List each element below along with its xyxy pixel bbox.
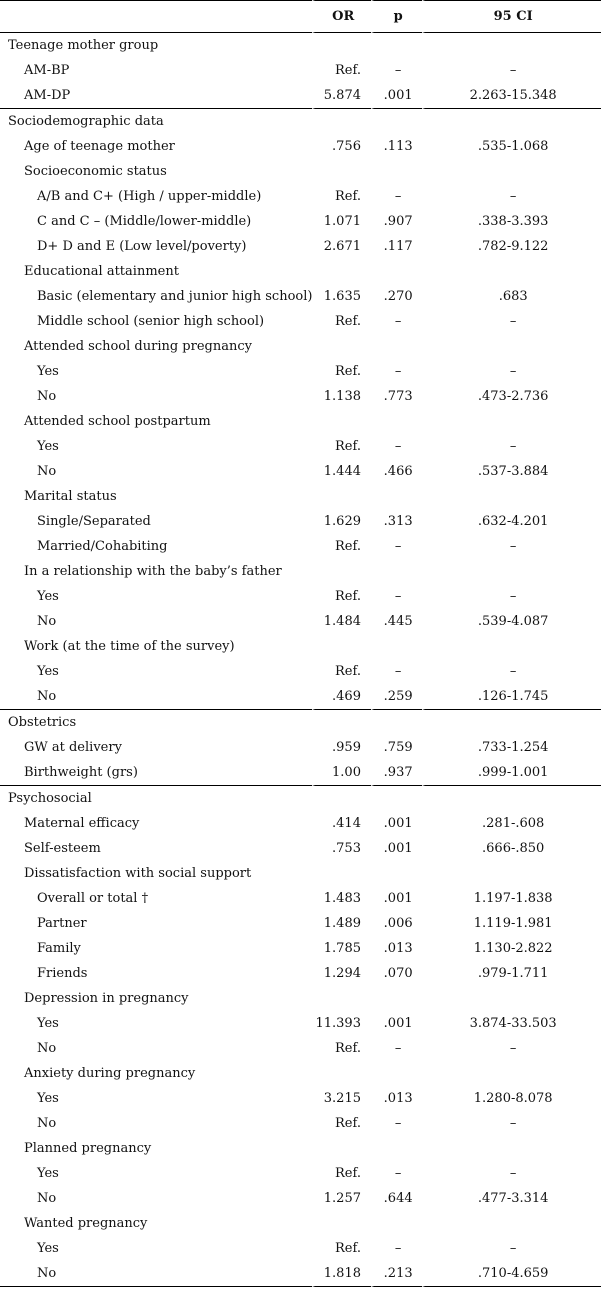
odds-ratio: 1.294 xyxy=(312,961,371,986)
confidence-interval: .733-1.254 xyxy=(422,735,601,760)
odds-ratio: 5.874 xyxy=(312,83,371,109)
row-label: Yes xyxy=(37,439,59,454)
odds-ratio: 1.00 xyxy=(312,760,371,786)
confidence-interval xyxy=(422,159,601,184)
odds-ratio: 1.483 xyxy=(312,886,371,911)
confidence-interval: 2.263-15.348 xyxy=(422,83,601,109)
confidence-interval: .338-3.393 xyxy=(422,209,601,234)
row-label: Yes xyxy=(37,664,59,679)
p-value xyxy=(371,159,422,184)
confidence-interval: – xyxy=(422,309,601,334)
section-header-row xyxy=(0,109,601,134)
odds-ratio xyxy=(312,484,371,509)
table-row xyxy=(0,1161,601,1186)
p-value: – xyxy=(371,1236,422,1261)
confidence-interval: 1.130-2.822 xyxy=(422,936,601,961)
odds-ratio xyxy=(312,259,371,284)
table-row xyxy=(0,234,601,259)
table-row xyxy=(0,359,601,384)
row-label: Yes xyxy=(37,589,59,604)
odds-ratio xyxy=(312,559,371,584)
section-header-row xyxy=(0,786,601,811)
confidence-interval xyxy=(422,1136,601,1161)
p-value: .773 xyxy=(371,384,422,409)
row-label: No xyxy=(37,389,57,404)
p-value: .907 xyxy=(371,209,422,234)
confidence-interval xyxy=(422,484,601,509)
odds-ratio xyxy=(312,1061,371,1086)
confidence-interval xyxy=(422,634,601,659)
table-row xyxy=(0,735,601,760)
row-label: Overall or total † xyxy=(37,891,149,906)
confidence-interval xyxy=(422,109,601,134)
confidence-interval xyxy=(422,786,601,811)
odds-ratio: Ref. xyxy=(312,58,371,83)
odds-ratio: Ref. xyxy=(312,584,371,609)
table-row xyxy=(0,1061,601,1086)
p-value xyxy=(371,1061,422,1086)
odds-ratio xyxy=(312,986,371,1011)
row-label: Work (at the time of the survey) xyxy=(24,639,235,654)
table-row xyxy=(0,659,601,684)
row-label: AM-BP xyxy=(24,63,70,78)
p-value: – xyxy=(371,1111,422,1136)
p-value: .466 xyxy=(371,459,422,484)
odds-ratio: Ref. xyxy=(312,359,371,384)
table-row xyxy=(0,184,601,209)
row-label: A/B and C+ (High / upper-middle) xyxy=(37,189,262,204)
row-label: Wanted pregnancy xyxy=(24,1216,148,1231)
row-label: Socioeconomic status xyxy=(24,164,167,179)
table-row xyxy=(0,634,601,659)
p-value xyxy=(371,710,422,735)
row-label: AM-DP xyxy=(0,83,312,109)
p-value xyxy=(371,786,422,811)
row-label: Married/Cohabiting xyxy=(37,539,168,554)
p-value: .313 xyxy=(371,509,422,534)
table-row xyxy=(0,1186,601,1211)
row-label: Yes xyxy=(37,1016,59,1031)
row-label: No xyxy=(37,1191,57,1206)
p-value xyxy=(371,33,422,58)
odds-ratio xyxy=(312,1136,371,1161)
odds-ratio xyxy=(312,861,371,886)
confidence-interval xyxy=(422,559,601,584)
p-value: .270 xyxy=(371,284,422,309)
table-row xyxy=(0,559,601,584)
row-label: Birthweight (grs) xyxy=(0,760,312,786)
row-label: Planned pregnancy xyxy=(24,1141,152,1156)
confidence-interval: .666-.850 xyxy=(422,836,601,861)
table-row xyxy=(0,684,601,710)
odds-ratio: .756 xyxy=(312,134,371,159)
table-row xyxy=(0,534,601,559)
table-row xyxy=(0,459,601,484)
p-value: – xyxy=(371,659,422,684)
row-label: Dissatisfaction with social support xyxy=(24,866,252,881)
p-value: .001 xyxy=(371,836,422,861)
row-label: Age of teenage mother xyxy=(24,139,175,154)
confidence-interval xyxy=(422,1061,601,1086)
section-header-row xyxy=(0,710,601,735)
header-p: p xyxy=(371,0,422,33)
odds-ratio xyxy=(312,634,371,659)
p-value: .259 xyxy=(371,684,422,710)
confidence-interval xyxy=(422,1211,601,1236)
row-label: Teenage mother group xyxy=(8,38,159,53)
p-value xyxy=(371,559,422,584)
confidence-interval: 3.874-33.503 xyxy=(422,1011,601,1036)
odds-ratio: .414 xyxy=(312,811,371,836)
confidence-interval: – xyxy=(422,434,601,459)
confidence-interval: – xyxy=(422,1161,601,1186)
row-label: Middle school (senior high school) xyxy=(37,314,265,329)
confidence-interval xyxy=(422,334,601,359)
odds-ratio xyxy=(312,33,371,58)
confidence-interval: .710-4.659 xyxy=(422,1261,601,1287)
row-label: No xyxy=(37,614,57,629)
table-row xyxy=(0,134,601,159)
odds-ratio: 11.393 xyxy=(312,1011,371,1036)
odds-ratio: 1.629 xyxy=(312,509,371,534)
odds-ratio: 1.635 xyxy=(312,284,371,309)
header-or: OR xyxy=(312,0,371,33)
confidence-interval: .281-.608 xyxy=(422,811,601,836)
confidence-interval: – xyxy=(422,359,601,384)
p-value: .013 xyxy=(371,1086,422,1111)
row-label: C and C – (Middle/lower-middle) xyxy=(37,214,252,229)
confidence-interval: .537-3.884 xyxy=(422,459,601,484)
row-label: Yes xyxy=(37,1091,59,1106)
odds-ratio: Ref. xyxy=(312,184,371,209)
p-value xyxy=(371,259,422,284)
row-label: Educational attainment xyxy=(24,264,179,279)
row-label: Psychosocial xyxy=(8,791,92,806)
confidence-interval: – xyxy=(422,659,601,684)
odds-ratio: 1.484 xyxy=(312,609,371,634)
confidence-interval: .473-2.736 xyxy=(422,384,601,409)
p-value xyxy=(371,409,422,434)
row-label: Single/Separated xyxy=(37,514,151,529)
p-value xyxy=(371,109,422,134)
table-row xyxy=(0,1011,601,1036)
table-row xyxy=(0,936,601,961)
p-value: – xyxy=(371,1161,422,1186)
row-label: Friends xyxy=(37,966,88,981)
p-value: .937 xyxy=(371,760,422,786)
header-row xyxy=(0,0,601,33)
table-row xyxy=(0,836,601,861)
p-value: .113 xyxy=(371,134,422,159)
table-row xyxy=(0,961,601,986)
row-label: GW at delivery xyxy=(24,740,122,755)
p-value: .759 xyxy=(371,735,422,760)
confidence-interval: – xyxy=(422,1236,601,1261)
row-label: Yes xyxy=(37,1166,59,1181)
odds-ratio xyxy=(312,109,371,134)
p-value: .644 xyxy=(371,1186,422,1211)
confidence-interval: 1.119-1.981 xyxy=(422,911,601,936)
p-value: – xyxy=(371,309,422,334)
row-label: Attended school postpartum xyxy=(24,414,211,429)
odds-ratio: Ref. xyxy=(312,309,371,334)
p-value: .117 xyxy=(371,234,422,259)
p-value xyxy=(371,484,422,509)
row-label: Basic (elementary and junior high school) xyxy=(37,289,313,304)
odds-ratio: 1.138 xyxy=(312,384,371,409)
p-value: .213 xyxy=(371,1261,422,1287)
odds-ratio: 1.818 xyxy=(312,1261,371,1287)
confidence-interval: 1.197-1.838 xyxy=(422,886,601,911)
table-row xyxy=(0,384,601,409)
table-row xyxy=(0,1111,601,1136)
odds-ratio xyxy=(312,334,371,359)
confidence-interval: .782-9.122 xyxy=(422,234,601,259)
section-header-row xyxy=(0,33,601,58)
p-value: .001 xyxy=(371,811,422,836)
confidence-interval xyxy=(422,259,601,284)
table-row xyxy=(0,609,601,634)
table-row xyxy=(0,334,601,359)
table-row xyxy=(0,1211,601,1236)
table-row xyxy=(0,760,601,786)
table-row xyxy=(0,209,601,234)
odds-ratio: Ref. xyxy=(312,1236,371,1261)
table-row xyxy=(0,1236,601,1261)
odds-ratio: Ref. xyxy=(312,659,371,684)
row-label: In a relationship with the baby’s father xyxy=(24,564,282,579)
row-label: Sociodemographic data xyxy=(8,114,164,129)
header-ci: 95 CI xyxy=(422,0,601,33)
odds-ratio: .753 xyxy=(312,836,371,861)
row-label: Family xyxy=(37,941,81,956)
row-label: Yes xyxy=(37,364,59,379)
p-value: .001 xyxy=(371,83,422,109)
row-label: Yes xyxy=(37,1241,59,1256)
row-label: Attended school during pregnancy xyxy=(24,339,252,354)
table-row xyxy=(0,159,601,184)
table-row xyxy=(0,986,601,1011)
p-value: – xyxy=(371,58,422,83)
odds-ratio xyxy=(312,710,371,735)
row-label: No xyxy=(0,684,312,710)
table-body xyxy=(0,33,601,1287)
odds-ratio xyxy=(312,159,371,184)
p-value xyxy=(371,634,422,659)
row-label: No xyxy=(37,1041,57,1056)
row-label: Obstetrics xyxy=(8,715,77,730)
p-value: .001 xyxy=(371,1011,422,1036)
row-label: Marital status xyxy=(24,489,117,504)
row-label: No xyxy=(0,1261,312,1287)
table-row xyxy=(0,309,601,334)
odds-ratio xyxy=(312,409,371,434)
table-row xyxy=(0,911,601,936)
confidence-interval: .539-4.087 xyxy=(422,609,601,634)
odds-ratio: .469 xyxy=(312,684,371,710)
confidence-interval: – xyxy=(422,184,601,209)
confidence-interval: – xyxy=(422,534,601,559)
confidence-interval: .979-1.711 xyxy=(422,961,601,986)
confidence-interval xyxy=(422,861,601,886)
table-row xyxy=(0,509,601,534)
p-value xyxy=(371,334,422,359)
odds-ratio: Ref. xyxy=(312,534,371,559)
row-label: Depression in pregnancy xyxy=(24,991,189,1006)
p-value: – xyxy=(371,184,422,209)
row-label: D+ D and E (Low level/poverty) xyxy=(37,239,247,254)
odds-ratio: Ref. xyxy=(312,1161,371,1186)
confidence-interval: 1.280-8.078 xyxy=(422,1086,601,1111)
odds-ratio: 3.215 xyxy=(312,1086,371,1111)
table-row xyxy=(0,284,601,309)
p-value: – xyxy=(371,1036,422,1061)
p-value xyxy=(371,1136,422,1161)
p-value: – xyxy=(371,584,422,609)
p-value: .070 xyxy=(371,961,422,986)
confidence-interval: .126-1.745 xyxy=(422,684,601,710)
table-row xyxy=(0,434,601,459)
odds-ratio xyxy=(312,1211,371,1236)
confidence-interval: .999-1.001 xyxy=(422,760,601,786)
row-label: Maternal efficacy xyxy=(24,816,140,831)
p-value xyxy=(371,861,422,886)
table-row xyxy=(0,1036,601,1061)
table-row xyxy=(0,861,601,886)
confidence-interval: .632-4.201 xyxy=(422,509,601,534)
odds-ratio: 1.489 xyxy=(312,911,371,936)
table-row xyxy=(0,259,601,284)
row-label: Anxiety during pregnancy xyxy=(24,1066,196,1081)
row-label: Self-esteem xyxy=(24,841,101,856)
odds-ratio: 2.671 xyxy=(312,234,371,259)
p-value: .001 xyxy=(371,886,422,911)
confidence-interval: – xyxy=(422,1111,601,1136)
table-row xyxy=(0,58,601,83)
confidence-interval: .683 xyxy=(422,284,601,309)
p-value: .006 xyxy=(371,911,422,936)
confidence-interval: – xyxy=(422,58,601,83)
confidence-interval: .535-1.068 xyxy=(422,134,601,159)
table-row xyxy=(0,1086,601,1111)
table-row xyxy=(0,409,601,434)
confidence-interval xyxy=(422,409,601,434)
confidence-interval: .477-3.314 xyxy=(422,1186,601,1211)
confidence-interval: – xyxy=(422,1036,601,1061)
odds-ratio xyxy=(312,786,371,811)
row-label: Partner xyxy=(37,916,87,931)
odds-ratio: 1.257 xyxy=(312,1186,371,1211)
p-value: – xyxy=(371,359,422,384)
table-row xyxy=(0,1261,601,1287)
odds-ratio: .959 xyxy=(312,735,371,760)
p-value: – xyxy=(371,534,422,559)
table-row xyxy=(0,83,601,109)
confidence-interval: – xyxy=(422,584,601,609)
table-row xyxy=(0,811,601,836)
odds-ratio: 1.785 xyxy=(312,936,371,961)
table-row xyxy=(0,886,601,911)
p-value: .013 xyxy=(371,936,422,961)
p-value: – xyxy=(371,434,422,459)
confidence-interval xyxy=(422,710,601,735)
table-row xyxy=(0,1136,601,1161)
odds-ratio: 1.444 xyxy=(312,459,371,484)
confidence-interval xyxy=(422,986,601,1011)
p-value xyxy=(371,986,422,1011)
p-value: .445 xyxy=(371,609,422,634)
odds-ratio: Ref. xyxy=(312,1111,371,1136)
odds-ratio: Ref. xyxy=(312,1036,371,1061)
table-row xyxy=(0,584,601,609)
row-label: No xyxy=(37,464,57,479)
odds-ratio: Ref. xyxy=(312,434,371,459)
table-row xyxy=(0,484,601,509)
odds-ratio: 1.071 xyxy=(312,209,371,234)
header-label xyxy=(0,0,312,33)
p-value xyxy=(371,1211,422,1236)
row-label: No xyxy=(37,1116,57,1131)
confidence-interval xyxy=(422,33,601,58)
